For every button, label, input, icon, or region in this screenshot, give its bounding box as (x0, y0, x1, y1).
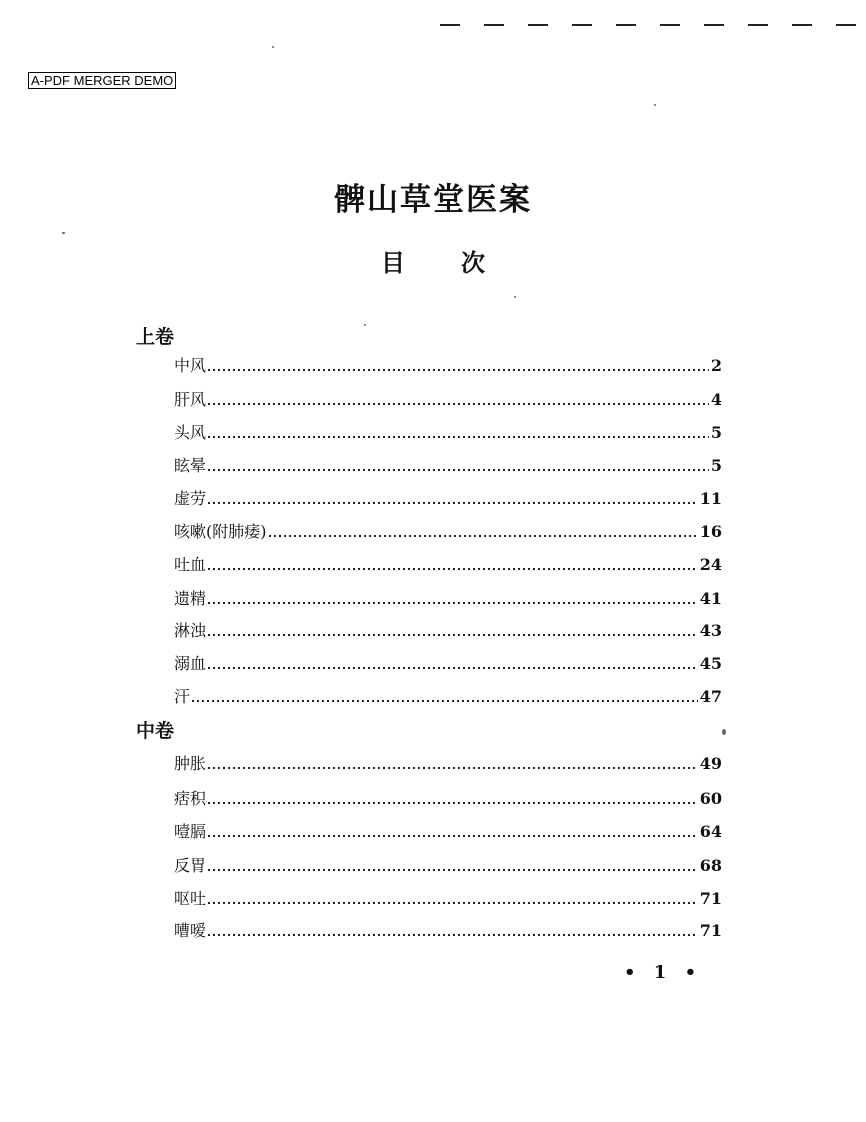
toc-entry[interactable] (174, 518, 722, 542)
entry-label: 汗 (174, 687, 191, 706)
dot-leader (208, 934, 698, 936)
toc-entry[interactable] (174, 852, 722, 876)
entry-page-number: 2 (710, 356, 722, 375)
dot-leader (208, 802, 698, 804)
entry-page-number: 24 (699, 555, 722, 574)
entry-label: 溺血 (174, 654, 207, 673)
entry-label: 肝风 (174, 390, 207, 409)
entry-label: 眩晕 (174, 456, 207, 475)
entry-page-number: 71 (699, 889, 722, 908)
dot-leader (208, 902, 698, 904)
entry-page-number: 60 (699, 789, 722, 808)
dot-leader (208, 502, 698, 504)
toc-entry[interactable] (174, 683, 722, 707)
scan-speck (62, 232, 65, 234)
entry-page-number: 5 (710, 456, 722, 475)
dot-leader (192, 700, 698, 702)
toc-entry[interactable] (174, 650, 722, 674)
toc-entry[interactable] (174, 419, 722, 443)
scan-speck (514, 296, 516, 298)
toc-entry[interactable] (174, 617, 722, 641)
toc-entry[interactable] (174, 352, 722, 376)
toc-entry[interactable] (174, 551, 722, 575)
toc-heading: 目次 (381, 248, 541, 277)
toc-entry[interactable] (174, 750, 722, 774)
dot-leader (208, 869, 698, 871)
toc-entry[interactable] (174, 485, 722, 509)
dot-leader (208, 568, 698, 570)
dot-leader (208, 835, 698, 837)
entry-label: 中风 (174, 356, 207, 375)
section-title: 上卷 (136, 326, 175, 348)
toc-entry[interactable] (174, 785, 722, 809)
entry-label: 噎膈 (174, 822, 207, 841)
toc-entry[interactable] (174, 885, 722, 909)
toc-entry[interactable] (174, 818, 722, 842)
scan-speck (364, 324, 366, 326)
toc-entry[interactable] (174, 452, 722, 476)
entry-page-number: 5 (710, 423, 722, 442)
entry-label: 肿胀 (174, 754, 207, 773)
toc-entry[interactable] (174, 585, 722, 609)
entry-page-number: 43 (699, 621, 722, 640)
scan-speck (722, 729, 726, 735)
entry-page-number: 64 (699, 822, 722, 841)
entry-page-number: 41 (699, 589, 722, 608)
demo-watermark: A-PDF MERGER DEMO (28, 72, 176, 89)
dot-leader (208, 634, 698, 636)
entry-page-number: 16 (699, 522, 722, 541)
dot-leader (208, 602, 698, 604)
dot-leader (208, 436, 709, 438)
dot-leader (208, 667, 698, 669)
page-number-footer: • 1 • (624, 962, 703, 983)
entry-page-number: 71 (699, 921, 722, 940)
entry-label: 嘈嗳 (174, 921, 207, 940)
entry-label: 反胃 (174, 856, 207, 875)
top-dashed-line (440, 24, 866, 26)
book-title: 髀山草堂医案 (334, 182, 532, 218)
scan-speck (654, 104, 656, 106)
entry-label: 头风 (174, 423, 207, 442)
dot-leader (269, 535, 698, 537)
dot-leader (208, 403, 709, 405)
entry-label: 虚劳 (174, 489, 207, 508)
entry-label: 咳嗽(附肺痿) (174, 522, 267, 541)
section-title: 中卷 (136, 720, 175, 742)
scan-speck (272, 46, 274, 48)
entry-page-number: 49 (699, 754, 722, 773)
entry-label: 痞积 (174, 789, 207, 808)
toc-entry[interactable] (174, 386, 722, 410)
entry-page-number: 4 (710, 390, 722, 409)
entry-label: 吐血 (174, 555, 207, 574)
dot-leader (208, 767, 698, 769)
entry-page-number: 68 (699, 856, 722, 875)
dot-leader (208, 469, 709, 471)
entry-label: 淋浊 (174, 621, 207, 640)
entry-page-number: 45 (699, 654, 722, 673)
toc-entry[interactable] (174, 917, 722, 941)
dot-leader (208, 369, 709, 371)
entry-label: 呕吐 (174, 889, 207, 908)
entry-page-number: 47 (699, 687, 722, 706)
entry-page-number: 11 (699, 489, 722, 508)
entry-label: 遗精 (174, 589, 207, 608)
